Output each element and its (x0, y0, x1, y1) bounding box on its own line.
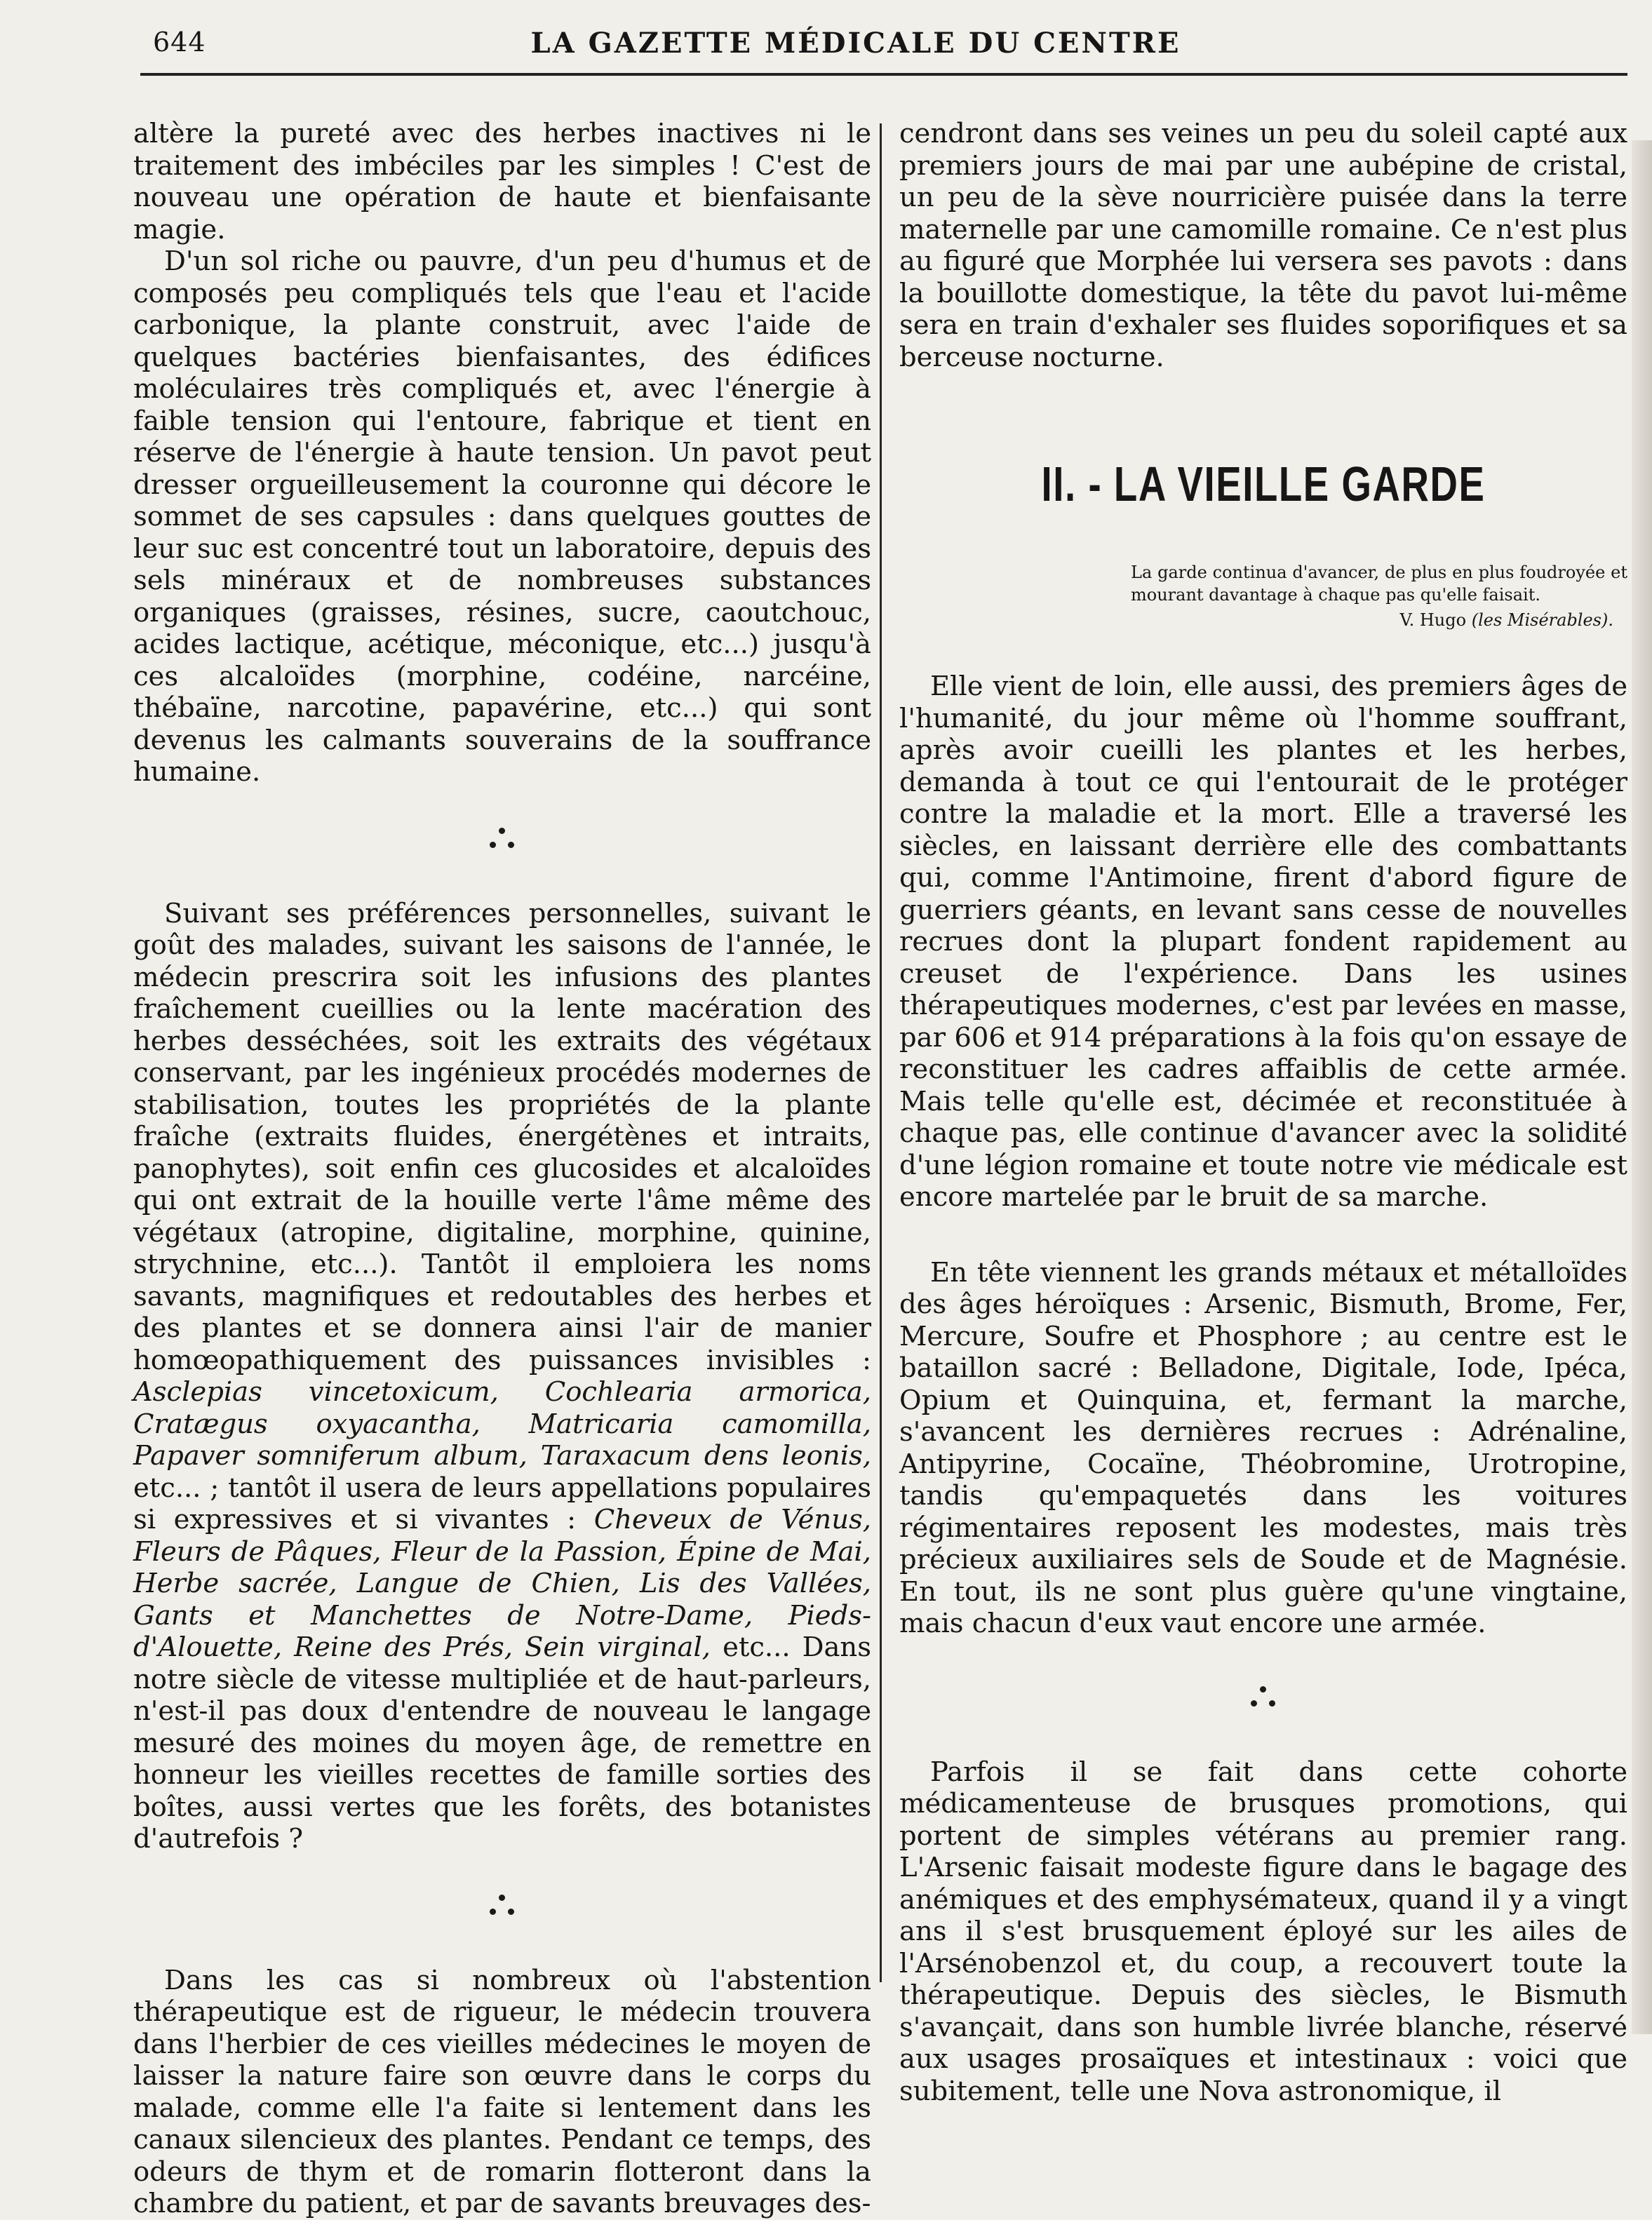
epigraph (1131, 561, 1627, 631)
right-column (899, 118, 1627, 2107)
paragraph: D'un sol riche ou pauvre, d'un peu d'humus et de composés peu compliqués tels que l'eau et l'acide carbonique, la plante construit, avec l'aide de quelques bactéries bienfaisantes, des édifices moléculaires très compliqués et, avec l'énergie à faible tension qui l'entoure, fabrique et tient en réserve de l'énergie à haute tension. Un pavot peut dresser orgueilleusement la couronne qui décore le sommet de ses capsules : dans quelques gouttes de leur suc est concentré tout un laboratoire, depuis des sels minéraux et de nombreuses substances organiques (graisses, résines, sucre, caoutchouc, acides lactique, acétique, méconique, etc...) jusqu'à ces alcaloïdes (morphine, codéine, narcéine, thébaïne, narcotine, papavérine, etc...) qui sont devenus les calmants souverains de la souffrance humaine. (133, 245, 871, 788)
latin-plant-names: Asclepias vincetoxicum, Cochlearia armorica, Cratægus oxyacantha, Matricaria camomilla, Papaver somniferum album, Taraxacum dens leonis, (133, 1376, 871, 1472)
epigraph-work: (les Misérables). (1471, 610, 1613, 630)
text-run: etc... ; tantôt il usera de leurs appellations populaires si expressives et si vivantes : (133, 1472, 871, 1535)
next-page-edge (1632, 140, 1652, 2034)
asterism (481, 825, 523, 853)
paragraph: altère la pureté avec des herbes inactives ni le traitement des imbéciles par les simples ! C'est de nouveau une opération de haute et bienfaisante magie. (133, 118, 871, 245)
popular-plant-names: Cheveux de Vénus, Fleurs de Pâques, Fleur de la Passion, Épine de Mai, Herbe sacrée, Langue de Chien, Lis des Vallées, Gants et Manchettes de Notre-Dame, Pieds-d'Alouette, Reine des Prés, Sein virginal, (133, 1504, 871, 1663)
running-title: LA GAZETTE MÉDICALE DU CENTRE (530, 27, 1181, 60)
page-number: 644 (153, 27, 206, 58)
text-run: etc... Dans notre siècle de vitesse multipliée et de haut-parleurs, n'est-il pas doux d'entendre de nouveau le langage mesuré des moines du moyen âge, de remettre en honneur les vieilles recettes de famille sorties des boîtes, aussi vertes que les forêts, des botanistes d'autrefois ? (133, 1632, 871, 1855)
epigraph-quote: La garde continua d'avancer, de plus en plus foudroyée et mourant davantage à chaque pas qu'elle faisait. (1131, 563, 1627, 605)
column-rule (880, 123, 882, 1982)
paragraph (133, 898, 871, 1855)
epigraph-attribution (1131, 609, 1627, 631)
asterism (481, 1892, 523, 1920)
header-rule (140, 73, 1627, 76)
asterism (1242, 1683, 1284, 1711)
text-run: Suivant ses préférences personnelles, suivant le goût des malades, suivant les saisons de l'année, le médecin prescrira soit les infusions des plantes fraîchement cueillies ou la lente macération des herbes desséchées, soit les extraits des végétaux conservant, par les ingénieux procédés modernes de stabilisation, toutes les propriétés de la plante fraîche (extraits fluides, énergétènes et intraits, panophytes), soit enfin ces glucosides et alcaloïdes qui ont extrait de la houille verte l'âme même des végétaux (atropine, digitaline, morphine, quinine, strychnine, etc...). Tantôt il emploiera les noms savants, magnifiques et redoutables des herbes et des plantes et se donnera ainsi l'air de manier homœopathiquement des puissances invisibles : (133, 897, 871, 1376)
paragraph: En tête viennent les grands métaux et métalloïdes des âges héroïques : Arsenic, Bismuth, Brome, Fer, Mercure, Soufre et Phosphore ; au centre est le bataillon sacré : Belladone, Digitale, Iode, Ipéca, Opium et Quinquina, et, fermant la marche, s'avancent les dernières recrues : Adrénaline, Antipyrine, Cocaïne, Théobromine, Urotropine, tandis qu'empaquetés dans les voitures régimentaires reposent les modestes, mais très précieux auxiliaires sels de Soude et de Magnésie. En tout, ils ne sont plus guère qu'une vingtaine, mais chacun d'eux vaut encore une armée. (899, 1256, 1627, 1639)
epigraph-author: V. Hugo (1399, 610, 1467, 630)
paragraph: Dans les cas si nombreux où l'abstention thérapeutique est de rigueur, le médecin trouvera dans l'herbier de ces vieilles médecines le moyen de laisser la nature faire son œuvre dans le corps du malade, comme elle l'a faite si lentement dans les canaux silencieux des plantes. Pendant ce temps, des odeurs de thym et de romarin flotteront dans la chambre du patient, et par de savants breuvages des- (133, 1964, 871, 2219)
paragraph: cendront dans ses veines un peu du soleil capté aux premiers jours de mai par une aubépine de cristal, un peu de la sève nourricière puisée dans la terre maternelle par une camomille romaine. Ce n'est plus au figuré que Morphée lui versera ses pavots : dans la bouillotte domestique, la tête du pavot lui-même sera en train d'exhaler ses fluides soporifiques et sa berceuse nocturne. (899, 118, 1627, 373)
left-column (133, 118, 871, 2220)
paragraph: Parfois il se fait dans cette cohorte médicamenteuse de brusques promotions, qui portent de simples vétérans au premier rang. L'Arsenic faisait modeste figure dans le bagage des anémiques et des emphysémateux, quand il y a vingt ans il s'est brusquement éployé sur les ailes de l'Arsénobenzol et, du coup, a recouvert toute la thérapeutique. Depuis des siècles, le Bismuth s'avançait, dans son humble livrée blanche, réservé aux usages prosaïques et intestinaux : voici que subitement, telle une Nova astronomique, il (899, 1756, 1627, 2107)
section-title: II. - LA VIEILLE GARDE (1041, 457, 1486, 511)
paragraph: Elle vient de loin, elle aussi, des premiers âges de l'humanité, du jour même où l'homme souffrant, après avoir cueilli les plantes et les herbes, demanda à tout ce qui l'entourait de le protéger contre la maladie et la mort. Elle a traversé les siècles, en laissant derrière elle des combattants qui, comme l'Antimoine, firent d'abord figure de guerriers géants, en levant sans cesse de nouvelles recrues dont la plupart fondent rapidement au creuset de l'expérience. Dans les usines thérapeutiques modernes, c'est par levées en masse, par 606 et 914 préparations à la fois qu'on essaye de reconstituer les cadres affaiblis de cette armée. Mais telle qu'elle est, décimée et reconstituée à chaque pas, elle continue d'avancer avec la solidité d'une légion romaine et toute notre vie médicale est encore martelée par le bruit de sa marche. (899, 671, 1627, 1213)
